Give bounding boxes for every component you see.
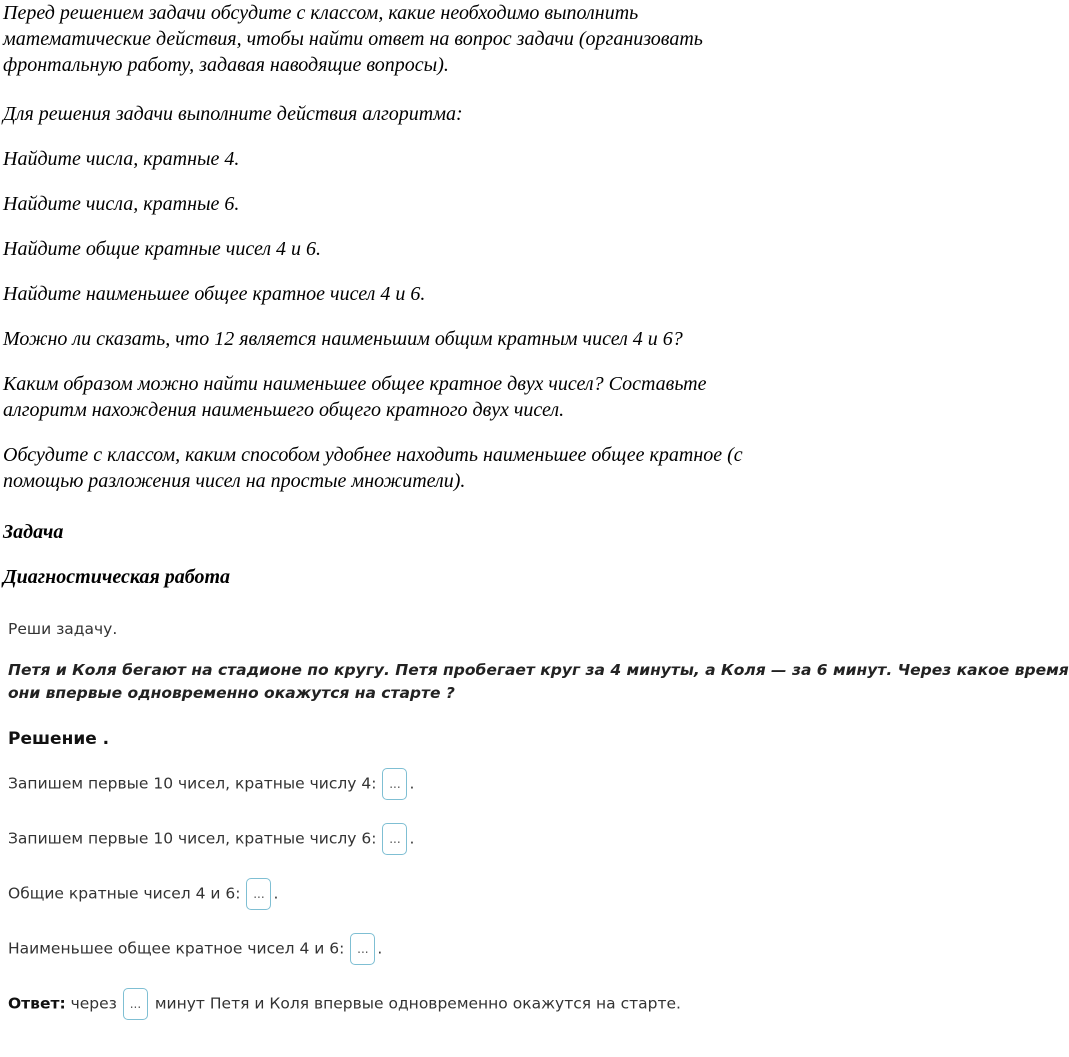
discuss-line-2: помощью разложения чисел на простые множители). [3, 470, 466, 492]
exercise-instruction: Реши задачу. [8, 620, 118, 638]
intro-line-1: Перед решением задачи обсудите с классом, какие необходимо выполнить [3, 2, 639, 24]
step-2: Найдите числа, кратные 6. [3, 193, 240, 215]
intro-paragraph [3, 0, 803, 78]
row-3-label: Общие кратные чисел 4 и 6: [8, 884, 241, 903]
solution-row-1 [8, 768, 808, 800]
algorithm-intro: Для решения задачи выполните действия алгоритма: [3, 103, 463, 125]
heading-task: Задача [3, 521, 64, 543]
answer-row [8, 988, 808, 1020]
discuss-paragraph [3, 442, 803, 494]
solution-row-3 [8, 878, 808, 910]
method-line-1: Каким образом можно найти наименьшее общее кратное двух чисел? Составьте [3, 373, 707, 395]
row-1-period: . [409, 774, 415, 793]
row-4-period: . [377, 939, 383, 958]
intro-line-2: математические действия, чтобы найти ответ на вопрос задачи (организовать [3, 28, 703, 50]
step-5: Можно ли сказать, что 12 является наименьшим общим кратным чисел 4 и 6? [3, 328, 683, 350]
intro-line-3: фронтальную работу, задавая наводящие вопросы). [3, 54, 449, 76]
answer-label: Ответ: [8, 994, 66, 1013]
method-line-2: алгоритм нахождения наименьшего общего кратного двух чисел. [3, 399, 565, 421]
row-2-label: Запишем первые 10 чисел, кратные числу 6: [8, 829, 377, 848]
solution-row-2 [8, 823, 808, 855]
solution-heading: Решение . [8, 729, 110, 749]
row-1-label: Запишем первые 10 чисел, кратные числу 4: [8, 774, 377, 793]
row-3-period: . [273, 884, 279, 903]
answer-box-4[interactable]: ... [350, 933, 375, 965]
step-1: Найдите числа, кратные 4. [3, 148, 240, 170]
method-question [3, 371, 803, 423]
answer-box-2[interactable]: ... [382, 823, 407, 855]
solution-row-4 [8, 933, 808, 965]
answer-post: минут Петя и Коля впервые одновременно окажутся на старте. [154, 994, 681, 1013]
problem-text [8, 659, 1069, 705]
row-2-period: . [409, 829, 415, 848]
discuss-line-1: Обсудите с классом, каким способом удобнее находить наименьшее общее кратное (с [3, 444, 743, 466]
answer-box-final[interactable]: ... [123, 988, 148, 1020]
answer-box-1[interactable]: ... [382, 768, 407, 800]
answer-pre: через [70, 994, 117, 1013]
problem-line-2: они впервые одновременно окажутся на старте ? [8, 684, 455, 702]
heading-diagnostic: Диагностическая работа [3, 566, 231, 588]
answer-box-3[interactable]: ... [246, 878, 271, 910]
step-4: Найдите наименьшее общее кратное чисел 4 и 6. [3, 283, 426, 305]
step-3: Найдите общие кратные чисел 4 и 6. [3, 238, 322, 260]
problem-line-1: Петя и Коля бегают на стадионе по кругу. Петя пробегает круг за 4 минуты, а Коля — за 6 минут. Через какое время [8, 661, 1069, 679]
row-4-label: Наименьшее общее кратное чисел 4 и 6: [8, 939, 345, 958]
